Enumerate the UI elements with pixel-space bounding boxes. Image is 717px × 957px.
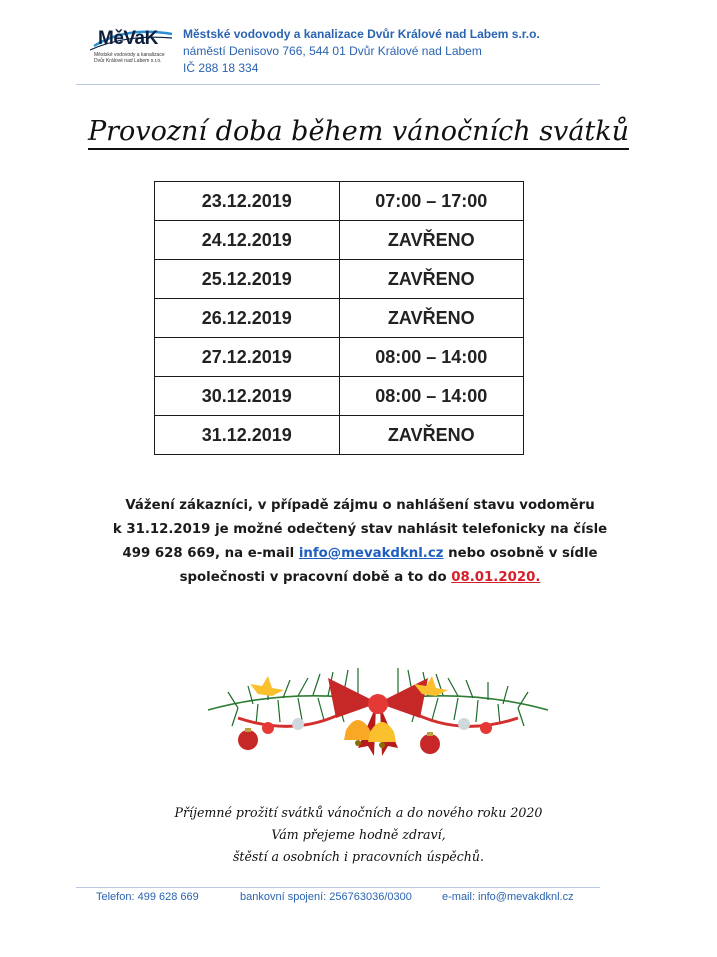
notice-line: Vážení zákazníci, v případě zájmu o nahlášení stavu vodoměru [125, 498, 595, 513]
table-row [155, 299, 524, 338]
meter-reading-notice [80, 494, 640, 590]
footer-email: e-mail: info@mevakdknl.cz [442, 891, 574, 903]
wishes-line: štěstí a osobních i pracovních úspěchů. [232, 849, 485, 864]
footer-phone: Telefon: 499 628 669 [96, 891, 199, 903]
date-cell: 23.12.2019 [155, 182, 340, 221]
date-cell: 27.12.2019 [155, 338, 340, 377]
notice-text: společnosti v pracovní době a to do [179, 570, 452, 585]
hours-cell: ZAVŘENO [339, 221, 524, 260]
table-row [155, 377, 524, 416]
table-row [155, 221, 524, 260]
holiday-wishes [0, 802, 717, 868]
notice-text: 499 628 669, na e-mail [122, 546, 299, 561]
table-row [155, 260, 524, 299]
date-cell: 31.12.2019 [155, 416, 340, 455]
footer-divider [76, 887, 600, 888]
hours-cell: 08:00 – 14:00 [339, 338, 524, 377]
company-name: Městské vodovody a kanalizace Dvůr Králové nad Labem s.r.o. [183, 27, 540, 41]
letterhead [84, 22, 604, 86]
date-cell: 24.12.2019 [155, 221, 340, 260]
email-link[interactable]: info@mevakdknl.cz [298, 546, 444, 561]
hours-cell: ZAVŘENO [339, 260, 524, 299]
logo-wordmark: MěVaK [98, 28, 158, 49]
notice-line: k 31.12.2019 je možné odečtený stav nahlásit telefonicky na čísle [112, 522, 608, 537]
christmas-ornament-icon [198, 648, 558, 768]
opening-hours-table [154, 181, 524, 455]
hours-cell: ZAVŘENO [339, 299, 524, 338]
notice-line [80, 566, 640, 590]
table-row [155, 416, 524, 455]
wishes-line: Vám přejeme hodně zdraví, [271, 827, 446, 842]
notice-text: nebo osobně v sídle [443, 546, 598, 561]
date-cell: 30.12.2019 [155, 377, 340, 416]
hours-cell: 07:00 – 17:00 [339, 182, 524, 221]
footer-bank: bankovní spojení: 256763036/0300 [240, 891, 412, 903]
page-title [0, 116, 717, 147]
company-info [183, 26, 540, 77]
page-title-text: Provozní doba během vánočních svátků [88, 116, 629, 150]
hours-cell: 08:00 – 14:00 [339, 377, 524, 416]
wishes-line: Příjemné prožití svátků vánočních a do nového roku 2020 [174, 805, 543, 820]
company-ico: IČ 288 18 334 [183, 61, 259, 75]
header-divider [76, 84, 600, 85]
hours-cell: ZAVŘENO [339, 416, 524, 455]
table-row [155, 182, 524, 221]
date-cell: 25.12.2019 [155, 260, 340, 299]
logo-subtitle: Městské vodovody a kanalizace Dvůr Králové nad Labem s.r.o. [94, 52, 165, 64]
notice-line [80, 542, 640, 566]
company-address: náměstí Denisovo 766, 544 01 Dvůr Králové nad Labem [183, 44, 482, 58]
deadline-date: 08.01.2020. [451, 570, 541, 585]
company-logo [84, 22, 168, 70]
date-cell: 26.12.2019 [155, 299, 340, 338]
table-row [155, 338, 524, 377]
